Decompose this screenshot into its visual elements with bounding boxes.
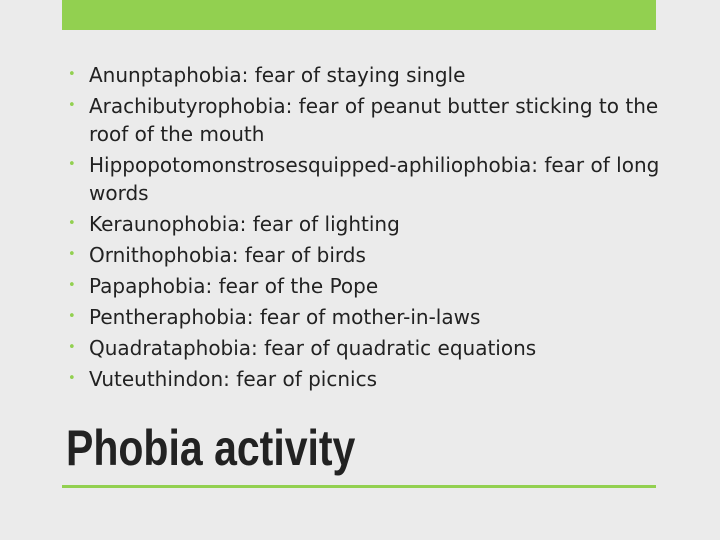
bullet-icon: • bbox=[68, 67, 76, 82]
list-item-text: Hippopotomonstrosesquipped-aphiliophobia: fear of long words bbox=[89, 153, 660, 205]
bullet-icon: • bbox=[68, 157, 76, 172]
list-item-text: Ornithophobia: fear of birds bbox=[89, 243, 366, 267]
list-item-text: Anunptaphobia: fear of staying single bbox=[89, 63, 466, 87]
list-item-text: Keraunophobia: fear of lighting bbox=[89, 212, 400, 236]
bullet-icon: • bbox=[68, 98, 76, 113]
list-item bbox=[68, 334, 668, 362]
bullet-icon: • bbox=[68, 340, 76, 355]
list-item-text: Quadrataphobia: fear of quadratic equations bbox=[89, 336, 537, 360]
slide-title: Phobia activity bbox=[66, 420, 356, 476]
list-item-text: Vuteuthindon: fear of picnics bbox=[89, 367, 377, 391]
phobia-list bbox=[68, 61, 668, 396]
list-item bbox=[68, 61, 668, 89]
bullet-icon: • bbox=[68, 278, 76, 293]
list-item bbox=[68, 365, 668, 393]
bullet-icon: • bbox=[68, 309, 76, 324]
list-item bbox=[68, 210, 668, 238]
top-accent-bar bbox=[62, 0, 656, 30]
list-item bbox=[68, 151, 668, 207]
list-item-text: Arachibutyrophobia: fear of peanut butter sticking to the roof of the mouth bbox=[89, 94, 659, 146]
list-item-text: Pentheraphobia: fear of mother-in-laws bbox=[89, 305, 481, 329]
list-item bbox=[68, 92, 668, 148]
title-underline bbox=[62, 485, 656, 488]
bullet-icon: • bbox=[68, 216, 76, 231]
bullet-icon: • bbox=[68, 371, 76, 386]
list-item bbox=[68, 303, 668, 331]
bullet-icon: • bbox=[68, 247, 76, 262]
list-item bbox=[68, 241, 668, 269]
list-item bbox=[68, 272, 668, 300]
list-item-text: Papaphobia: fear of the Pope bbox=[89, 274, 379, 298]
